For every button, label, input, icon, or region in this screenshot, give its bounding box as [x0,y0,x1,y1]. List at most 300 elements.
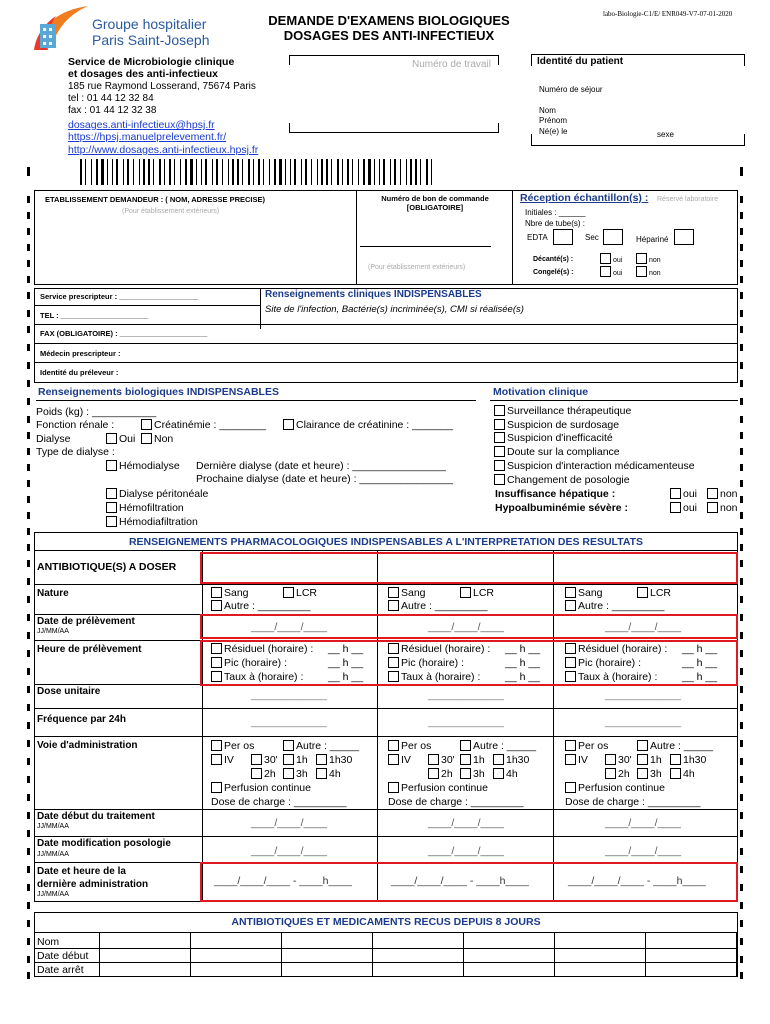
motivation-list [494,405,695,487]
margin-marker [27,614,30,621]
autre-checkbox[interactable] [211,600,222,611]
derniere-input-2[interactable]: ____/____/____ - ____h____ [391,875,529,887]
margin-marker [740,398,743,405]
residuel-3 [565,643,667,655]
sec-label: Sec [585,233,599,242]
taux-label: Taux à (horaire) : [224,671,304,683]
iv-checkbox[interactable] [211,754,222,765]
residuel-1 [211,643,313,655]
decante-non-checkbox[interactable] [636,253,647,264]
lcr-label: LCR [650,587,672,599]
margin-marker [740,326,743,333]
pic-checkbox[interactable] [211,657,222,668]
sang-checkbox[interactable] [211,587,222,598]
reception-reserved: Réservé laboratoire [657,196,719,203]
peros-checkbox[interactable] [211,740,222,751]
iv-2 [388,754,411,766]
freq-input-3[interactable]: _____________ [605,716,681,728]
pic-3 [565,657,641,669]
margin-marker [27,244,30,251]
charge-2[interactable]: Dose de charge : _________ [388,796,524,808]
org-line2: Paris Saint-Joseph [92,32,210,48]
derniere-input-1[interactable]: ____/____/____ - ____h____ [214,875,352,887]
patient-nom: Nom [539,106,556,115]
t1h-label: 1h [296,754,308,766]
freq-input-2[interactable]: _____________ [428,716,504,728]
t30-label: 30' [264,754,278,766]
voie-autre-1 [283,740,359,752]
t1h30-label: 1h30 [329,754,353,766]
t2h-label: 2h [264,768,276,780]
congele-oui-label: oui [613,270,623,277]
bio-title: Renseignements biologiques INDISPENSABLES [38,386,279,398]
t30-checkbox[interactable] [428,754,439,765]
motivation-item [494,460,695,474]
t1h-2 [460,754,485,766]
t1h30-checkbox[interactable] [670,754,681,765]
hemo-label: Hémodialyse [119,460,180,472]
motivation-item-label: Surveillance thérapeutique [507,405,632,417]
bio-perito [106,488,208,500]
nature-label: Nature [37,588,69,599]
motivation-item-label: Suspicion de surdosage [507,418,620,431]
prelevement-link[interactable]: https://hpsj.manuelprelevement.fr/ [68,131,227,143]
margin-marker [740,632,743,639]
dosages-link[interactable]: http://www.dosages.anti-infectieux.hpsj.fr [68,144,259,156]
motivation-checkbox[interactable] [494,405,505,416]
autre-checkbox[interactable] [388,600,399,611]
debut-input-1[interactable]: ____/____/____ [251,817,327,829]
tel-prescripteur: TEL : _____________________ [40,311,149,320]
t1h30-1 [316,754,352,766]
margin-marker [27,464,30,471]
motivation-checkbox[interactable] [494,432,505,443]
modif-label: Date modification posologie [37,838,171,849]
taux-time-1[interactable]: __ h __ [328,671,364,683]
pic-label: Pic (horaire) : [401,657,465,669]
sec-box[interactable] [603,229,623,245]
clair-checkbox[interactable] [283,419,294,430]
t1h-label: 1h [650,754,662,766]
margin-marker [27,380,30,387]
margin-marker [740,464,743,471]
voie-autre-3 [637,740,713,752]
t1h30-checkbox[interactable] [493,754,504,765]
hep-box[interactable] [674,229,694,245]
decante-oui-checkbox[interactable] [600,253,611,264]
motivation-checkbox[interactable] [494,460,505,471]
lcr-checkbox[interactable] [460,587,471,598]
pic-time-2[interactable]: __ h __ [505,657,541,669]
recus-grid-line [736,932,737,976]
margin-marker [27,776,30,783]
margin-marker [740,740,743,747]
recus-grid-line [281,932,282,976]
t1h-checkbox[interactable] [637,754,648,765]
margin-marker [27,292,30,299]
voie-autre-2 [460,740,536,752]
dose-input-1[interactable]: _____________ [251,689,327,701]
t4h-checkbox[interactable] [316,768,327,779]
perf-checkbox[interactable] [388,782,399,793]
congele-oui-checkbox[interactable] [600,266,611,277]
hypo-non-checkbox[interactable] [707,502,718,513]
t2h-checkbox[interactable] [251,768,262,779]
margin-marker [740,416,743,423]
reception-tubes: Nbre de tube(s) : [525,219,586,228]
t3h-checkbox[interactable] [460,768,471,779]
org-line1: Groupe hospitalier [92,16,207,32]
margin-marker [27,276,30,283]
margin-marker [740,480,743,487]
t1h-checkbox[interactable] [283,754,294,765]
motivation-checkbox[interactable] [494,446,505,457]
residuel-label: Résiduel (horaire) : [578,643,668,655]
antibio-input-3[interactable] [557,555,732,581]
margin-marker [27,326,30,333]
t1h-3 [637,754,662,766]
t3h-label: 3h [650,768,662,780]
hepatique-oui [670,488,697,500]
bio-hemodiafil [106,516,198,528]
derniere-format: JJ/MM/AA [37,891,69,898]
order-required: [OBLIGATOIRE] [406,203,464,212]
t30-label: 30' [618,754,632,766]
edta-box[interactable] [553,229,573,245]
bio-fonction: Fonction rénale : [36,419,115,431]
perito-checkbox[interactable] [106,488,117,499]
margin-marker [740,650,743,657]
t1h30-checkbox[interactable] [316,754,327,765]
margin-marker [27,704,30,711]
date-prel-3[interactable]: ____/____/____ [605,621,681,633]
modif-input-3[interactable]: ____/____/____ [605,845,681,857]
voie-autre-checkbox[interactable] [283,740,294,751]
doc-reference: labo-Biologie-C1/E/ ENR049-V7-07-01-2020 [603,10,733,18]
margin-marker [27,938,30,945]
margin-marker [27,884,30,891]
service-line1: Service de Microbiologie clinique [68,56,235,68]
tel: tel : 01 44 12 32 84 [68,93,154,104]
pic-label: Pic (horaire) : [224,657,288,669]
residuel-checkbox[interactable] [211,643,222,654]
hepatique-oui-checkbox[interactable] [670,488,681,499]
margin-marker [27,416,30,423]
taux-checkbox[interactable] [388,671,399,682]
margin-marker [740,938,743,945]
modif-format: JJ/MM/AA [37,851,69,858]
margin-marker [740,776,743,783]
pic-checkbox[interactable] [388,657,399,668]
nature-lcr-1 [283,587,317,599]
dose-input-3[interactable]: _____________ [605,689,681,701]
date-prel-label: Date de prélèvement [37,616,135,627]
barcode-icon [80,159,440,185]
motivation-item [494,405,695,419]
hepatique-non-label: non [720,488,738,500]
margin-marker [27,512,30,519]
pic-time-1[interactable]: __ h __ [328,657,364,669]
margin-marker [740,668,743,675]
hemofil-checkbox[interactable] [106,502,117,513]
hypo-oui-checkbox[interactable] [670,502,681,513]
voie-autre-label: Autre : _____ [650,740,714,752]
taux-label: Taux à (horaire) : [401,671,481,683]
taux-3 [565,671,657,683]
antibio-input-1[interactable] [207,555,373,581]
margin-marker [740,902,743,909]
hepatique-oui-label: oui [683,488,698,500]
iv-label: IV [224,754,234,766]
autre-label: Autre : _________ [401,600,488,612]
margin-marker [740,972,743,979]
hospital-logo-icon [30,4,90,52]
bio-dialyse: Dialyse [36,433,71,445]
t2h-3 [605,768,630,780]
antibio-input-2[interactable] [381,555,549,581]
nature-sang-1 [211,587,249,599]
margin-marker [27,362,30,369]
t4h-checkbox[interactable] [670,768,681,779]
etab-hint: (Pour établissement extérieurs) [122,208,220,215]
margin-marker [740,310,743,317]
margin-marker [740,848,743,855]
congele-oui [600,266,622,277]
page-title: DEMANDE D'EXAMENS BIOLOGIQUES [268,13,510,28]
decante-non [636,253,661,264]
t2h-checkbox[interactable] [605,768,616,779]
recus-arret: Date arrêt [37,964,84,976]
t1h30-label: 1h30 [683,754,707,766]
clinical-text: Site de l'infection, Bactérie(s) incriminée(s), CMI si réalisée(s) [265,304,524,315]
service-prescripteur: Service prescripteur : ___________________ [40,292,199,301]
recus-debut: Date début [37,950,89,962]
sang-checkbox[interactable] [388,587,399,598]
edta-label: EDTA [527,233,548,242]
peros-checkbox[interactable] [388,740,399,751]
voie-autre-checkbox[interactable] [460,740,471,751]
modif-input-2[interactable]: ____/____/____ [428,845,504,857]
residuel-time-3[interactable]: __ h __ [682,643,718,655]
t4h-2 [493,768,518,780]
margin-marker [740,244,743,251]
lcr-checkbox[interactable] [637,587,648,598]
perf-label: Perfusion continue [401,782,488,794]
derniere-input-3[interactable]: ____/____/____ - ____h____ [568,875,706,887]
margin-marker [27,480,30,487]
hepatique-non-checkbox[interactable] [707,488,718,499]
perf-1 [211,782,311,794]
dialyse-non-checkbox[interactable] [141,433,152,444]
medecin-prescripteur: Médecin prescripteur : [40,349,121,358]
voie-autre-checkbox[interactable] [637,740,648,751]
nature-lcr-3 [637,587,671,599]
motivation-title: Motivation clinique [493,386,589,398]
margin-marker [740,830,743,837]
date-prel-1[interactable]: ____/____/____ [251,621,327,633]
iv-1 [211,754,234,766]
margin-marker [740,866,743,873]
taux-label: Taux à (horaire) : [578,671,658,683]
bio-type: Type de dialyse : [36,446,115,458]
nature-sang-2 [388,587,426,599]
charge-3[interactable]: Dose de charge : _________ [565,796,701,808]
derniere-label-1: Date et heure de la [37,866,126,877]
bio-prochaine: Prochaine dialyse (date et heure) : ________________ [196,473,453,485]
pic-checkbox[interactable] [565,657,576,668]
margin-marker [740,362,743,369]
congele-non-label: non [649,270,661,277]
voie-autre-label: Autre : _____ [473,740,537,752]
residuel-checkbox[interactable] [565,643,576,654]
margin-marker [740,920,743,927]
hemodiafil-label: Hémodiafiltration [119,516,198,528]
patient-title: Identité du patient [537,56,624,67]
nature-autre-3 [565,600,664,612]
margin-marker [27,902,30,909]
iv-checkbox[interactable] [388,754,399,765]
creat-checkbox[interactable] [141,419,152,430]
bio-creat [141,419,266,431]
t3h-1 [283,768,308,780]
peros-checkbox[interactable] [565,740,576,751]
motivation-item [494,446,695,460]
sang-checkbox[interactable] [565,587,576,598]
nature-lcr-2 [460,587,494,599]
margin-marker [740,276,743,283]
margin-marker [740,722,743,729]
t1h30-2 [493,754,529,766]
t3h-checkbox[interactable] [637,768,648,779]
iv-label: IV [401,754,411,766]
residuel-2 [388,643,490,655]
margin-marker [740,528,743,535]
debut-label: Date début du traitement [37,811,155,822]
lcr-checkbox[interactable] [283,587,294,598]
perf-checkbox[interactable] [211,782,222,793]
margin-marker [27,758,30,765]
pic-2 [388,657,464,669]
hypo-oui [670,502,697,514]
recus-grid-line [99,932,100,976]
service-line2: et dosages des anti-infectieux [68,68,218,80]
dialyse-oui-checkbox[interactable] [106,433,117,444]
t4h-label: 4h [683,768,695,780]
margin-marker [740,794,743,801]
debut-input-2[interactable]: ____/____/____ [428,817,504,829]
charge-1[interactable]: Dose de charge : _________ [211,796,347,808]
taux-time-2[interactable]: __ h __ [505,671,541,683]
margin-marker [27,448,30,455]
debut-input-3[interactable]: ____/____/____ [605,817,681,829]
perf-label: Perfusion continue [224,782,311,794]
hypo-label: Hypoalbuminémie sévère : [495,502,629,514]
margin-marker [740,686,743,693]
hepatique-non [707,488,738,500]
iv-checkbox[interactable] [565,754,576,765]
hypo-non [707,502,738,514]
derniere-label-2: dernière administration [37,879,149,890]
margin-marker [740,496,743,503]
t1h-1 [283,754,308,766]
margin-marker [27,632,30,639]
t2h-checkbox[interactable] [428,768,439,779]
congele-non-checkbox[interactable] [636,266,647,277]
taux-time-3[interactable]: __ h __ [682,671,718,683]
bio-clair [283,419,453,431]
modif-input-1[interactable]: ____/____/____ [251,845,327,857]
perf-2 [388,782,488,794]
hep-label: Hépariné [636,235,669,244]
t3h-checkbox[interactable] [283,768,294,779]
taux-1 [211,671,303,683]
taux-checkbox[interactable] [565,671,576,682]
motivation-checkbox[interactable] [494,419,505,430]
margin-marker [27,578,30,585]
autre-label: Autre : _________ [578,600,665,612]
voie-label: Voie d'administration [37,740,138,751]
sang-label: Sang [578,587,603,599]
decante-non-label: non [649,257,661,264]
patient-prenom: Prénom [539,116,568,125]
recus-grid-line [372,932,373,976]
bio-poids: Poids (kg) : ___________ [36,406,157,418]
t30-checkbox[interactable] [251,754,262,765]
residuel-label: Résiduel (horaire) : [224,643,314,655]
margin-marker [27,830,30,837]
fax-prescripteur: FAX (OBLIGATOIRE) : _____________________ [40,329,208,338]
t4h-checkbox[interactable] [493,768,504,779]
hemodiafil-checkbox[interactable] [106,516,117,527]
margin-marker [740,228,743,235]
motivation-item-label: Changement de posologie [507,473,630,486]
decante-oui [600,253,622,264]
recus-nom: Nom [37,936,60,948]
t4h-3 [670,768,695,780]
hemofil-label: Hémofiltration [119,502,184,514]
lcr-label: LCR [296,587,318,599]
autre-checkbox[interactable] [565,600,576,611]
t1h-checkbox[interactable] [460,754,471,765]
taux-checkbox[interactable] [211,671,222,682]
address: 185 rue Raymond Losserand, 75674 Paris [68,81,256,92]
residuel-time-2[interactable]: __ h __ [505,643,541,655]
perf-label: Perfusion continue [578,782,665,794]
motivation-checkbox[interactable] [494,474,505,485]
work-number-label: Numéro de travail [412,59,491,70]
residuel-checkbox[interactable] [388,643,399,654]
margin-marker [740,512,743,519]
margin-marker [740,292,743,299]
margin-marker [27,740,30,747]
nature-autre-2 [388,600,487,612]
congele-label: Congelé(s) : [533,269,574,276]
perf-checkbox[interactable] [565,782,576,793]
t30-checkbox[interactable] [605,754,616,765]
email-link[interactable]: dosages.anti-infectieux@hpsj.fr [68,119,215,131]
t2h-label: 2h [441,768,453,780]
residuel-time-1[interactable]: __ h __ [328,643,364,655]
margin-marker [27,812,30,819]
pic-time-3[interactable]: __ h __ [682,657,718,669]
margin-marker [27,722,30,729]
freq-input-1[interactable]: _____________ [251,716,327,728]
margin-marker [27,920,30,927]
date-prel-2[interactable]: ____/____/____ [428,621,504,633]
dose-input-2[interactable]: _____________ [428,689,504,701]
hemo-checkbox[interactable] [106,460,117,471]
recus-grid-line [554,932,555,976]
